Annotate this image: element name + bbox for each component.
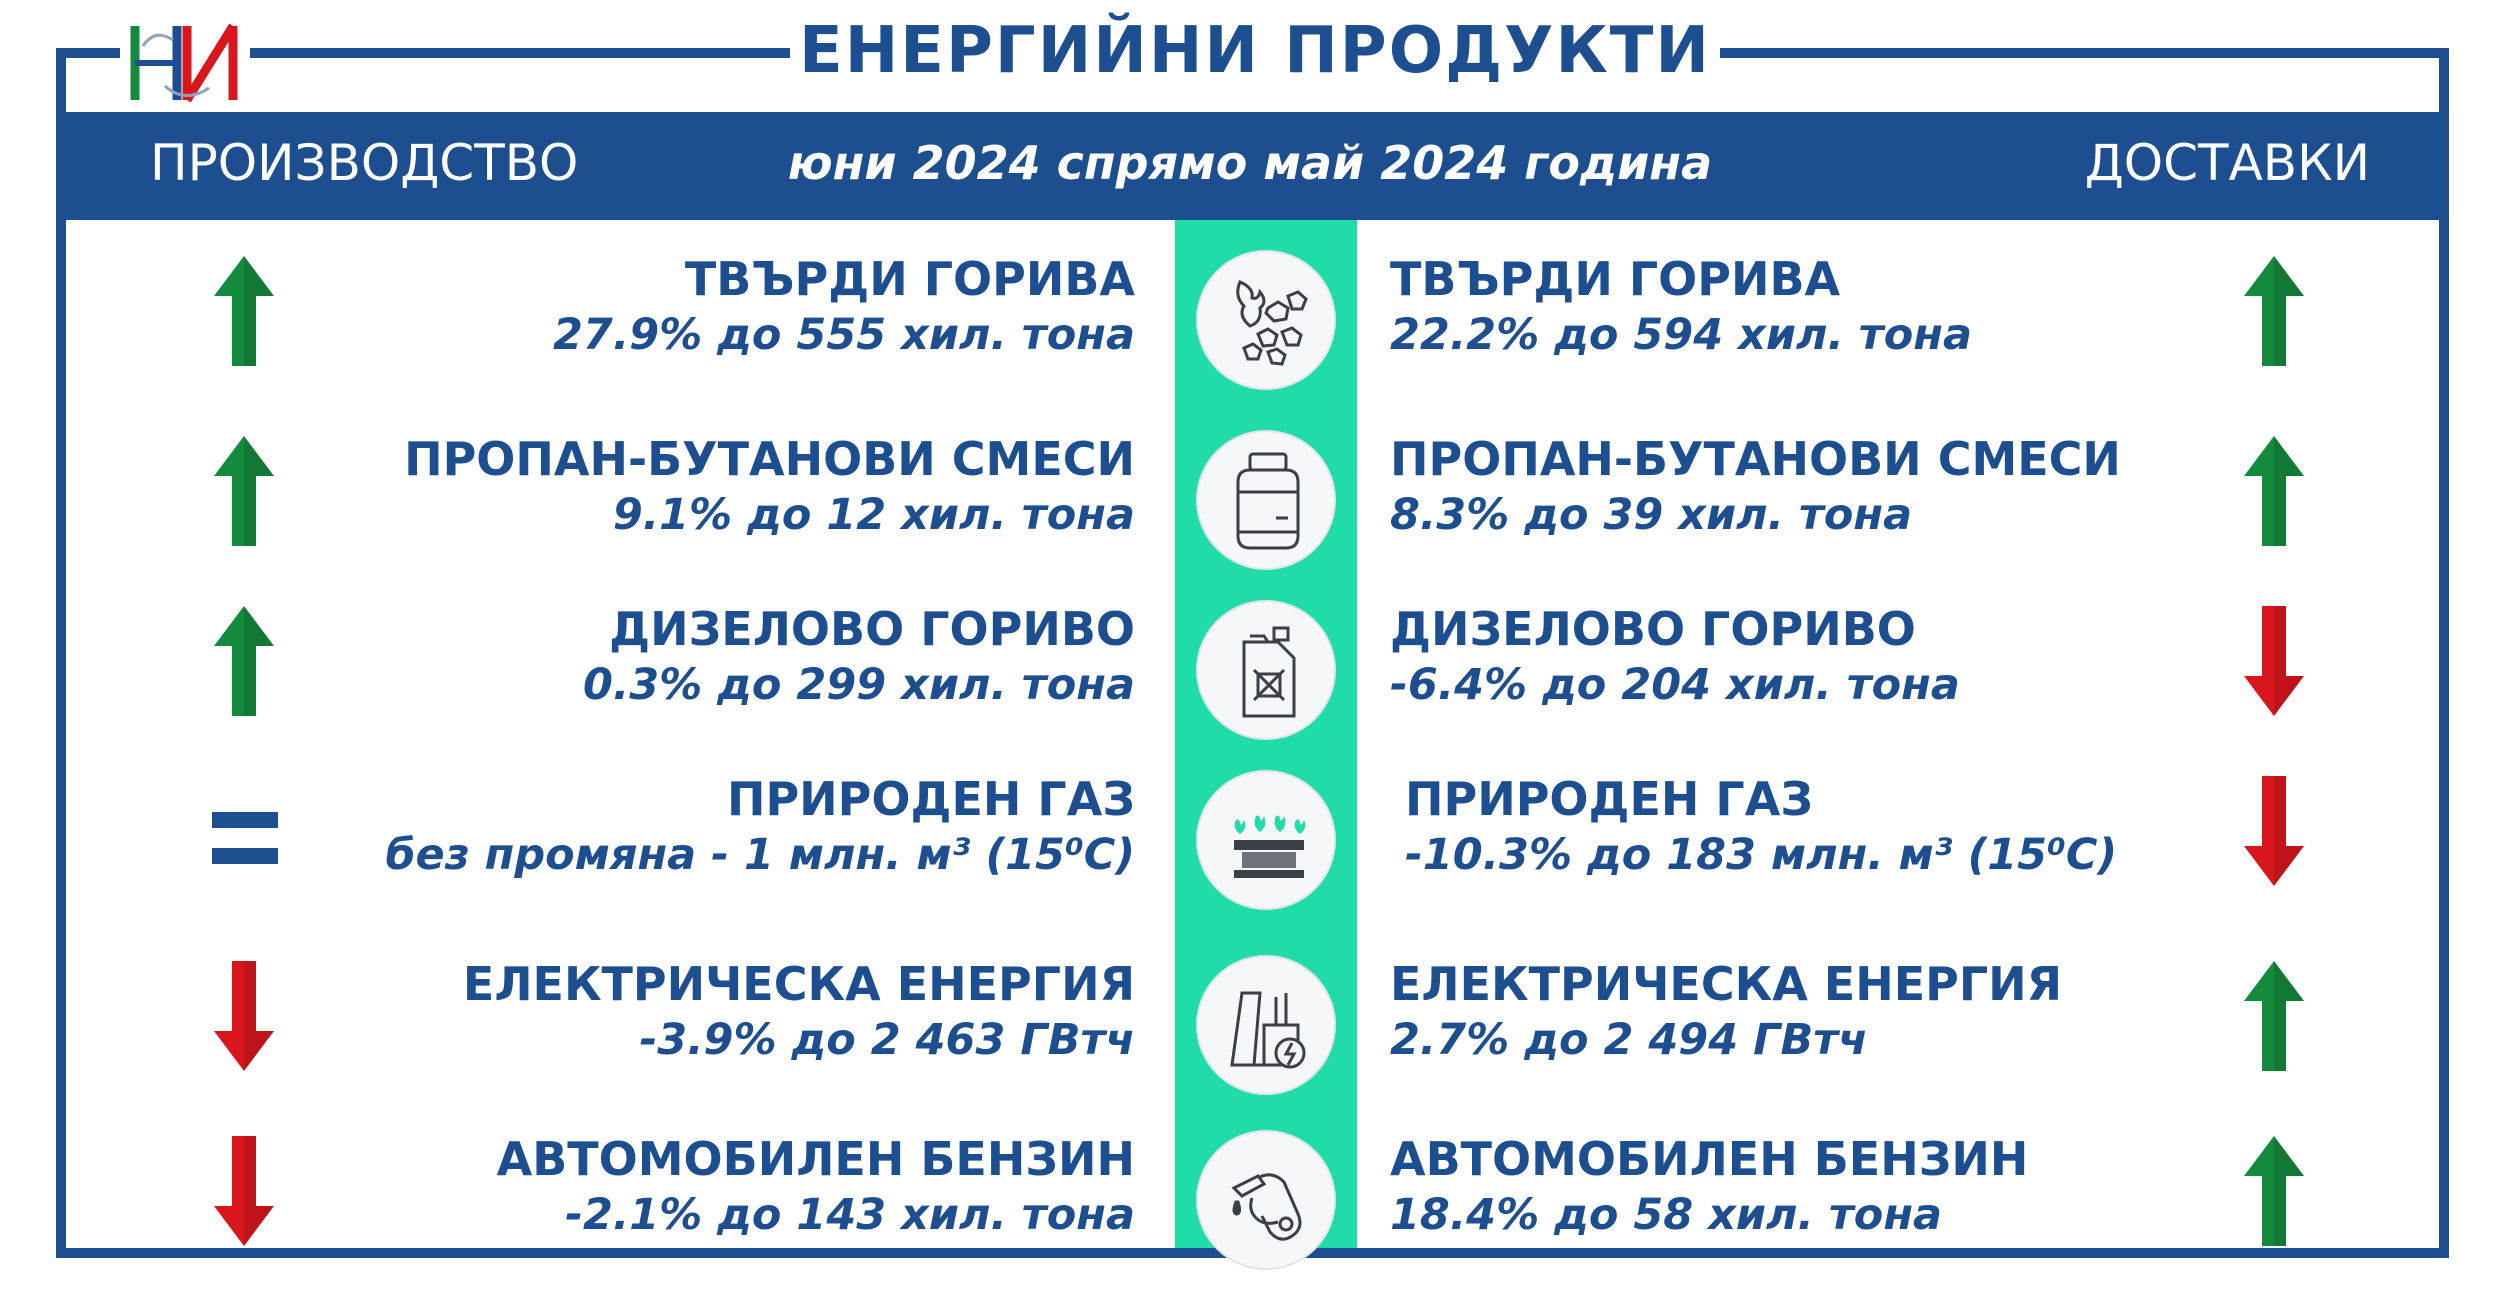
production-name: ЕЛЕКТРИЧЕСКА ЕНЕРГИЯ bbox=[462, 957, 1135, 1011]
coal-fire-icon bbox=[1196, 250, 1336, 390]
arrow-up-icon bbox=[214, 606, 274, 716]
production-value: 0.3% до 299 хил. тона bbox=[582, 660, 1135, 710]
arrow-up-icon bbox=[2244, 256, 2304, 366]
deliveries-value: -6.4% до 204 хил. тона bbox=[1390, 660, 1960, 710]
gas-cylinder-icon bbox=[1196, 430, 1336, 570]
fuel-nozzle-icon bbox=[1196, 1130, 1336, 1270]
page-title: ЕНЕРГИЙНИ ПРОДУКТИ bbox=[799, 14, 1711, 88]
energy-row bbox=[0, 600, 2500, 780]
production-value: -2.1% до 143 хил. тона bbox=[565, 1190, 1135, 1240]
arrow-down-icon bbox=[2244, 606, 2304, 716]
deliveries-name: ПРИРОДЕН ГАЗ bbox=[1405, 772, 1814, 826]
nsi-logo-icon bbox=[125, 18, 245, 108]
arrow-up-icon bbox=[214, 436, 274, 546]
production-value: -3.9% до 2 463 ГВтч bbox=[639, 1015, 1135, 1065]
production-name: ПРИРОДЕН ГАЗ bbox=[726, 772, 1135, 826]
deliveries-value: -10.3% до 183 млн. м³ (15⁰C) bbox=[1405, 830, 2118, 880]
energy-row bbox=[0, 770, 2500, 950]
production-name: ДИЗЕЛОВО ГОРИВО bbox=[609, 602, 1135, 656]
arrow-up-icon bbox=[2244, 961, 2304, 1071]
deliveries-value: 18.4% до 58 хил. тона bbox=[1390, 1190, 1943, 1240]
production-name: АВТОМОБИЛЕН БЕНЗИН bbox=[496, 1132, 1135, 1186]
deliveries-name: ДИЗЕЛОВО ГОРИВО bbox=[1390, 602, 1916, 656]
production-name: ТВЪРДИ ГОРИВА bbox=[684, 252, 1135, 306]
equal-icon bbox=[212, 812, 278, 866]
energy-row bbox=[0, 430, 2500, 610]
header-deliveries: ДОСТАВКИ bbox=[2084, 134, 2370, 192]
jerry-can-icon bbox=[1196, 600, 1336, 740]
power-plant-icon bbox=[1196, 955, 1336, 1095]
energy-row bbox=[0, 1130, 2500, 1310]
header-period: юни 2024 спрямо май 2024 година bbox=[787, 136, 1713, 190]
energy-row bbox=[0, 250, 2500, 430]
production-name: ПРОПАН-БУТАНОВИ СМЕСИ bbox=[404, 432, 1135, 486]
deliveries-value: 2.7% до 2 494 ГВтч bbox=[1390, 1015, 1868, 1065]
arrow-up-icon bbox=[214, 256, 274, 366]
deliveries-name: АВТОМОБИЛЕН БЕНЗИН bbox=[1390, 1132, 2029, 1186]
deliveries-value: 8.3% до 39 хил. тона bbox=[1390, 490, 1913, 540]
production-value: 27.9% до 555 хил. тона bbox=[553, 310, 1135, 360]
deliveries-name: ЕЛЕКТРИЧЕСКА ЕНЕРГИЯ bbox=[1390, 957, 2063, 1011]
arrow-up-icon bbox=[2244, 436, 2304, 546]
production-value: без промяна - 1 млн. м³ (15⁰C) bbox=[385, 830, 1135, 880]
arrow-up-icon bbox=[2244, 1136, 2304, 1246]
energy-row bbox=[0, 955, 2500, 1135]
deliveries-name: ПРОПАН-БУТАНОВИ СМЕСИ bbox=[1390, 432, 2121, 486]
header-production: ПРОИЗВОДСТВО bbox=[150, 134, 579, 192]
deliveries-value: 22.2% до 594 хил. тона bbox=[1390, 310, 1972, 360]
title-area bbox=[0, 0, 2500, 100]
deliveries-name: ТВЪРДИ ГОРИВА bbox=[1390, 252, 1841, 306]
arrow-down-icon bbox=[2244, 776, 2304, 886]
gas-burner-icon bbox=[1196, 770, 1336, 910]
arrow-down-icon bbox=[214, 961, 274, 1071]
arrow-down-icon bbox=[214, 1136, 274, 1246]
production-value: 9.1% до 12 хил. тона bbox=[612, 490, 1135, 540]
